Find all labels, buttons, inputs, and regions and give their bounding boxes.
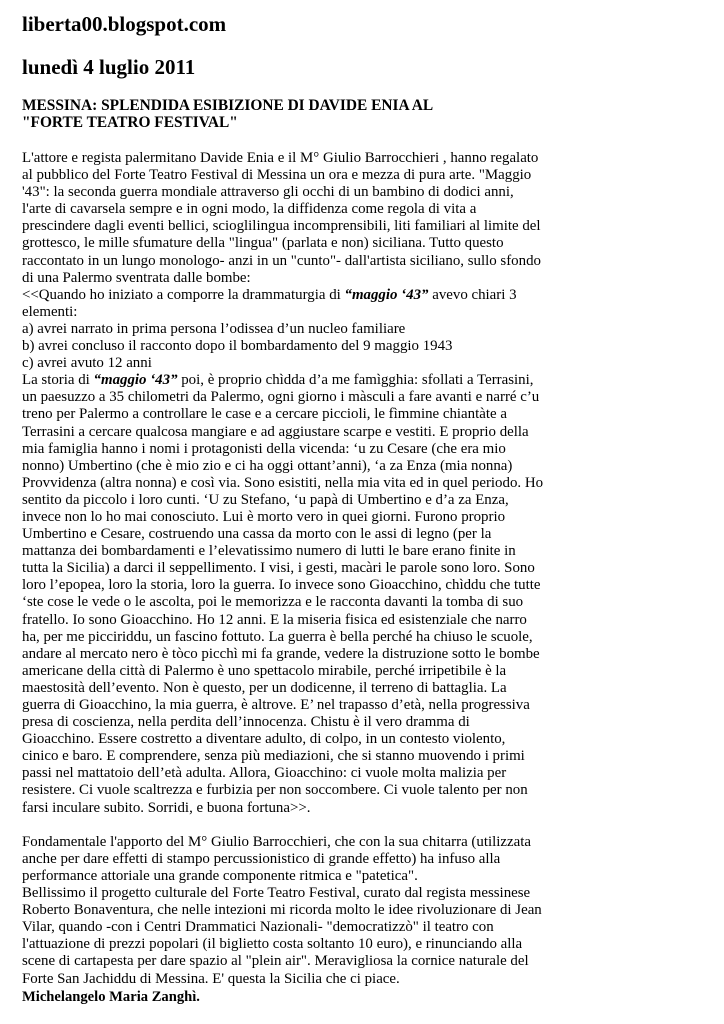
text-line: anche per dare effetti di stampo percussionistico di grande effetto) ha infuso alla xyxy=(22,850,501,867)
story-text: poi, è proprio chìdda d’a me famìgghia: sfollati a Terrasini, xyxy=(177,372,534,389)
text-line: Forte San Jachiddu di Messina. E' questa la Sicilia che ci piace. xyxy=(22,970,400,987)
text-line: un paesuzzo a 35 chilometri da Palermo, ogni giorno i màsculi a fare avanti e narré c’u xyxy=(22,389,540,406)
paragraph-gap xyxy=(22,817,712,834)
author-signature: Michelangelo Maria Zanghì. xyxy=(22,989,200,1005)
text-line: passi nel mattatoio dell’età adulta. Allora, Gioacchino: ci vuole molta malizia per xyxy=(22,765,507,782)
text-line: fratello. Io sono Gioacchino. Ho 12 anni. E la miseria fisica ed esistenziale che narro xyxy=(22,611,527,628)
text-line: americane della città di Palermo è uno spettacolo mirabile, perché irripetibile è la xyxy=(22,662,507,679)
text-line: Fondamentale l'apporto del M° Giulio Barrocchieri, che con la sua chitarra (utilizzata xyxy=(22,833,531,850)
text-line: nonno) Umbertino (che è mio zio e ci ha oggi ottant’anni), ‘a za Enza (mia nonna) xyxy=(22,457,513,474)
text-line: mattanza dei bombardamenti e l’elevatissimo numero di lutti le bare erano finite in xyxy=(22,543,516,560)
text-line: Bellissimo il progetto culturale del Forte Teatro Festival, curato dal regista messinese xyxy=(22,885,531,902)
text-line: '43": la seconda guerra mondiale attraverso gli occhi di un bambino di dodici anni, xyxy=(22,184,514,201)
text-line: di una Palermo sventrata dalle bombe: xyxy=(22,269,251,286)
text-line xyxy=(22,372,712,389)
list-item: c) avrei avuto 12 anni xyxy=(22,355,152,372)
text-line: Vilar, quando -con i Centri Drammatici Nazionali- "democratizzò" il teatro con xyxy=(22,919,494,936)
text-line: Terrasini a cercare qualcosa mangiare e ad aggiustare scarpe e vestiti. E proprio della xyxy=(22,423,529,440)
text-line: presa di coscienza, nella perdita dell’innocenza. Chistu è il vero dramma di xyxy=(22,714,470,731)
text-line: resistere. Ci vuole scaltrezza e furbizia per non soccombere. Ci vuole talento per non xyxy=(22,782,528,799)
quote-block xyxy=(22,287,712,817)
text-line: ‘ste cose le vede o le ascolta, poi le memorizza e le racconta davanti la tomba di suo xyxy=(22,594,524,611)
post-body xyxy=(22,150,712,988)
text-line: andare al mercato nero è tòco picchì mi fa grande, vedere la distruzione sotto le bombe xyxy=(22,645,540,662)
text-line: Gioacchino. Essere costretto a diventare adulto, di colpo, in un contesto violento, xyxy=(22,731,506,748)
closing-paragraph xyxy=(22,834,712,988)
text-line: invece non lo ho mai conosciuto. Lui è morto vero in quei giorni. Furono proprio xyxy=(22,508,506,525)
text-line: Provvidenza (altra nonna) e così via. Sono esistiti, nella mia vita ed in quel periodo. Ho xyxy=(22,474,544,491)
text-line: l'attuazione di prezzi popolari (il biglietto costa soltanto 10 euro), e rinunciando alla xyxy=(22,936,523,953)
quote-intro-text: <<Quando ho iniziato a comporre la drammaturgia di xyxy=(22,286,345,303)
post-date: lunedì 4 luglio 2011 xyxy=(22,55,196,79)
intro-paragraph xyxy=(22,150,712,287)
text-line: elementi: xyxy=(22,303,78,320)
text-line: grottesco, le mille sfumature della "lingua" (parlata e non) siciliana. Tutto questo xyxy=(22,235,504,252)
post-title-line: MESSINA: SPLENDIDA ESIBIZIONE DI DAVIDE ENIA AL xyxy=(22,97,434,114)
text-line: performance attoriale una grande componente ritmica e "patetica". xyxy=(22,867,418,884)
text-line: treno per Palermo a controllare le case e a cercare piccioli, le fìmmine chiantàte a xyxy=(22,406,507,423)
text-line: mia famiglia hanno i nomi i protagonisti della vicenda: ‘u zu Cesare (che era mio xyxy=(22,440,506,457)
post-title xyxy=(22,96,702,130)
text-line: guerra di Gioacchino, la mia guerra, è altrove. E’ nel trapasso d’età, nella progressiva xyxy=(22,697,530,713)
story-text: La storia di xyxy=(22,372,94,389)
list-item: b) avrei concluso il racconto dopo il bombardamento del 9 maggio 1943 xyxy=(22,338,453,355)
text-line: maestosità dell’evento. Non è questo, per un dodicenne, il terreno di battaglia. La xyxy=(22,679,507,696)
text-line: prescindere dagli eventi bellici, scioglilingua incomprensibili, liti familiari al limite del xyxy=(22,218,541,235)
text-line: raccontato in un lungo monologo- anzi in un "cunto"- dall'artista siciliano, sullo sfondo xyxy=(22,252,541,269)
text-line: ha, per me picciriddu, un fascino fottuto. La guerra è bella perché ha chiuso le scuole, xyxy=(22,628,533,645)
text-line: sentito da piccolo i loro cunti. ‘U zu Stefano, ‘u papà di Umbertino e d’a za Enza, xyxy=(22,491,509,508)
text-line: loro l’epopea, loro la storia, loro la guerra. Io invece sono Gioacchino, chìddu che tutte xyxy=(22,577,541,594)
text-line: scene di cartapesta per dare spazio al "plein air". Meravigliosa la cornice naturale del xyxy=(22,953,529,970)
play-title: “maggio ‘43” xyxy=(344,286,429,303)
text-line: Umbertino e Cesare, costruendo una cassa da morto con le assi di legno (per la xyxy=(22,526,492,543)
list-item: a) avrei narrato in prima persona l’odissea d’un nucleo familiare xyxy=(22,320,406,337)
text-line: L'attore e regista palermitano Davide Enia e il M° Giulio Barrocchieri , hanno regalato xyxy=(22,150,539,166)
site-title: liberta00.blogspot.com xyxy=(22,12,227,36)
text-line: Roberto Bonaventura, che nelle intezioni mi ricorda molto le idee rivoluzionare di Jean xyxy=(22,902,542,919)
quote-intro-text: avevo chiari 3 xyxy=(428,286,517,303)
text-line: l'arte di cavarsela sempre e in ogni modo, la diffidenza come regola di vita a xyxy=(22,201,477,218)
play-title: “maggio ‘43” xyxy=(93,372,178,389)
text-line: al pubblico del Forte Teatro Festival di Messina un ora e mezza di pura arte. "Maggio xyxy=(22,167,532,184)
text-line: cinico e baro. E comprendere, senza più mediazioni, che si stanno muovendo i primi xyxy=(22,748,525,765)
text-line: tutta la Sicilia) a darci il seppellimento. I visi, i gesti, macàri le parole sono loro. Sono xyxy=(22,560,535,577)
text-line: farsi inculare subito. Sorridi, e buona fortuna>>. xyxy=(22,799,311,816)
post-title-line: "FORTE TEATRO FESTIVAL" xyxy=(22,114,238,132)
text-line xyxy=(22,287,712,304)
